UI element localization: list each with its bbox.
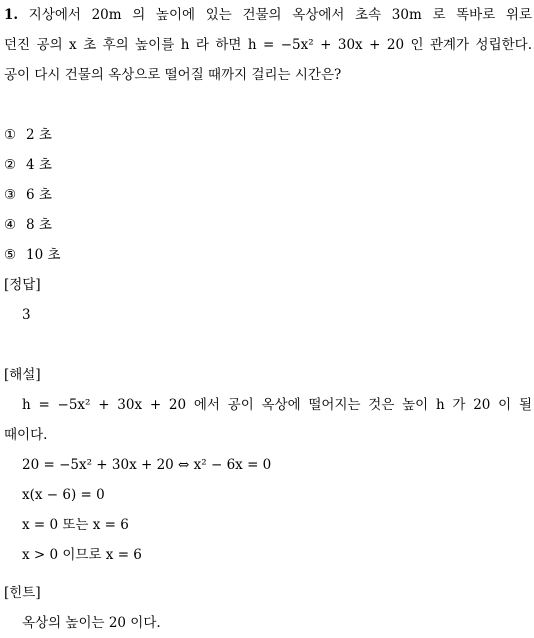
- question-line-1: [4, 0, 532, 30]
- choice-5[interactable]: [4, 240, 532, 270]
- spacer: [4, 570, 532, 578]
- hint-block: [4, 578, 532, 638]
- question-line-3: 공이 다시 건물의 옥상으로 떨어질 때까지 걸리는 시간은?: [4, 67, 342, 83]
- solution-line-1: h = −5x² + 30x + 20 에서 공이 옥상에 떨어지는 것은 높이 h 가 20 이 될: [22, 397, 532, 413]
- hint-label: [힌트]: [4, 585, 41, 601]
- choice-mark: ①: [4, 127, 17, 143]
- choice-text: 6 초: [26, 187, 52, 203]
- solution-step-2: x(x − 6) = 0: [22, 487, 105, 503]
- choice-3[interactable]: [4, 180, 532, 210]
- spacer: [4, 330, 532, 360]
- solution-block: [4, 360, 532, 570]
- solution-label: [해설]: [4, 367, 41, 383]
- choice-mark: ②: [4, 157, 17, 173]
- question-number: 1.: [4, 7, 19, 23]
- answer-value: 3: [22, 307, 31, 323]
- answer-label: [정답]: [4, 277, 41, 293]
- solution-step-4: x > 0 이므로 x = 6: [22, 547, 142, 563]
- choices-list: [4, 120, 532, 270]
- worksheet: [4, 0, 532, 638]
- choice-mark: ⑤: [4, 247, 17, 263]
- choice-2[interactable]: [4, 150, 532, 180]
- question-block: [4, 0, 532, 90]
- solution-step-3: x = 0 또는 x = 6: [22, 517, 129, 533]
- choice-1[interactable]: [4, 120, 532, 150]
- choice-text: 4 초: [26, 157, 52, 173]
- solution-line-2: 때이다.: [4, 427, 48, 443]
- question-text-1: 지상에서 20m 의 높이에 있는 건물의 옥상에서 초속 30m 로 똑바로 위로: [28, 7, 533, 23]
- solution-step-1: 20 = −5x² + 30x + 20 ⇔ x² − 6x = 0: [22, 457, 272, 473]
- spacer: [4, 90, 532, 120]
- choice-mark: ③: [4, 187, 17, 203]
- question-line-2: 던진 공의 x 초 후의 높이를 h 라 하면 h = −5x² + 30x + 20 인 관계가 성립한다.: [4, 37, 532, 53]
- choice-text: 10 초: [26, 247, 61, 263]
- hint-text: 옥상의 높이는 20 이다.: [22, 615, 161, 631]
- choice-mark: ④: [4, 217, 17, 233]
- choice-text: 8 초: [26, 217, 52, 233]
- choice-4[interactable]: [4, 210, 532, 240]
- choice-text: 2 초: [26, 127, 52, 143]
- answer-block: [4, 270, 532, 330]
